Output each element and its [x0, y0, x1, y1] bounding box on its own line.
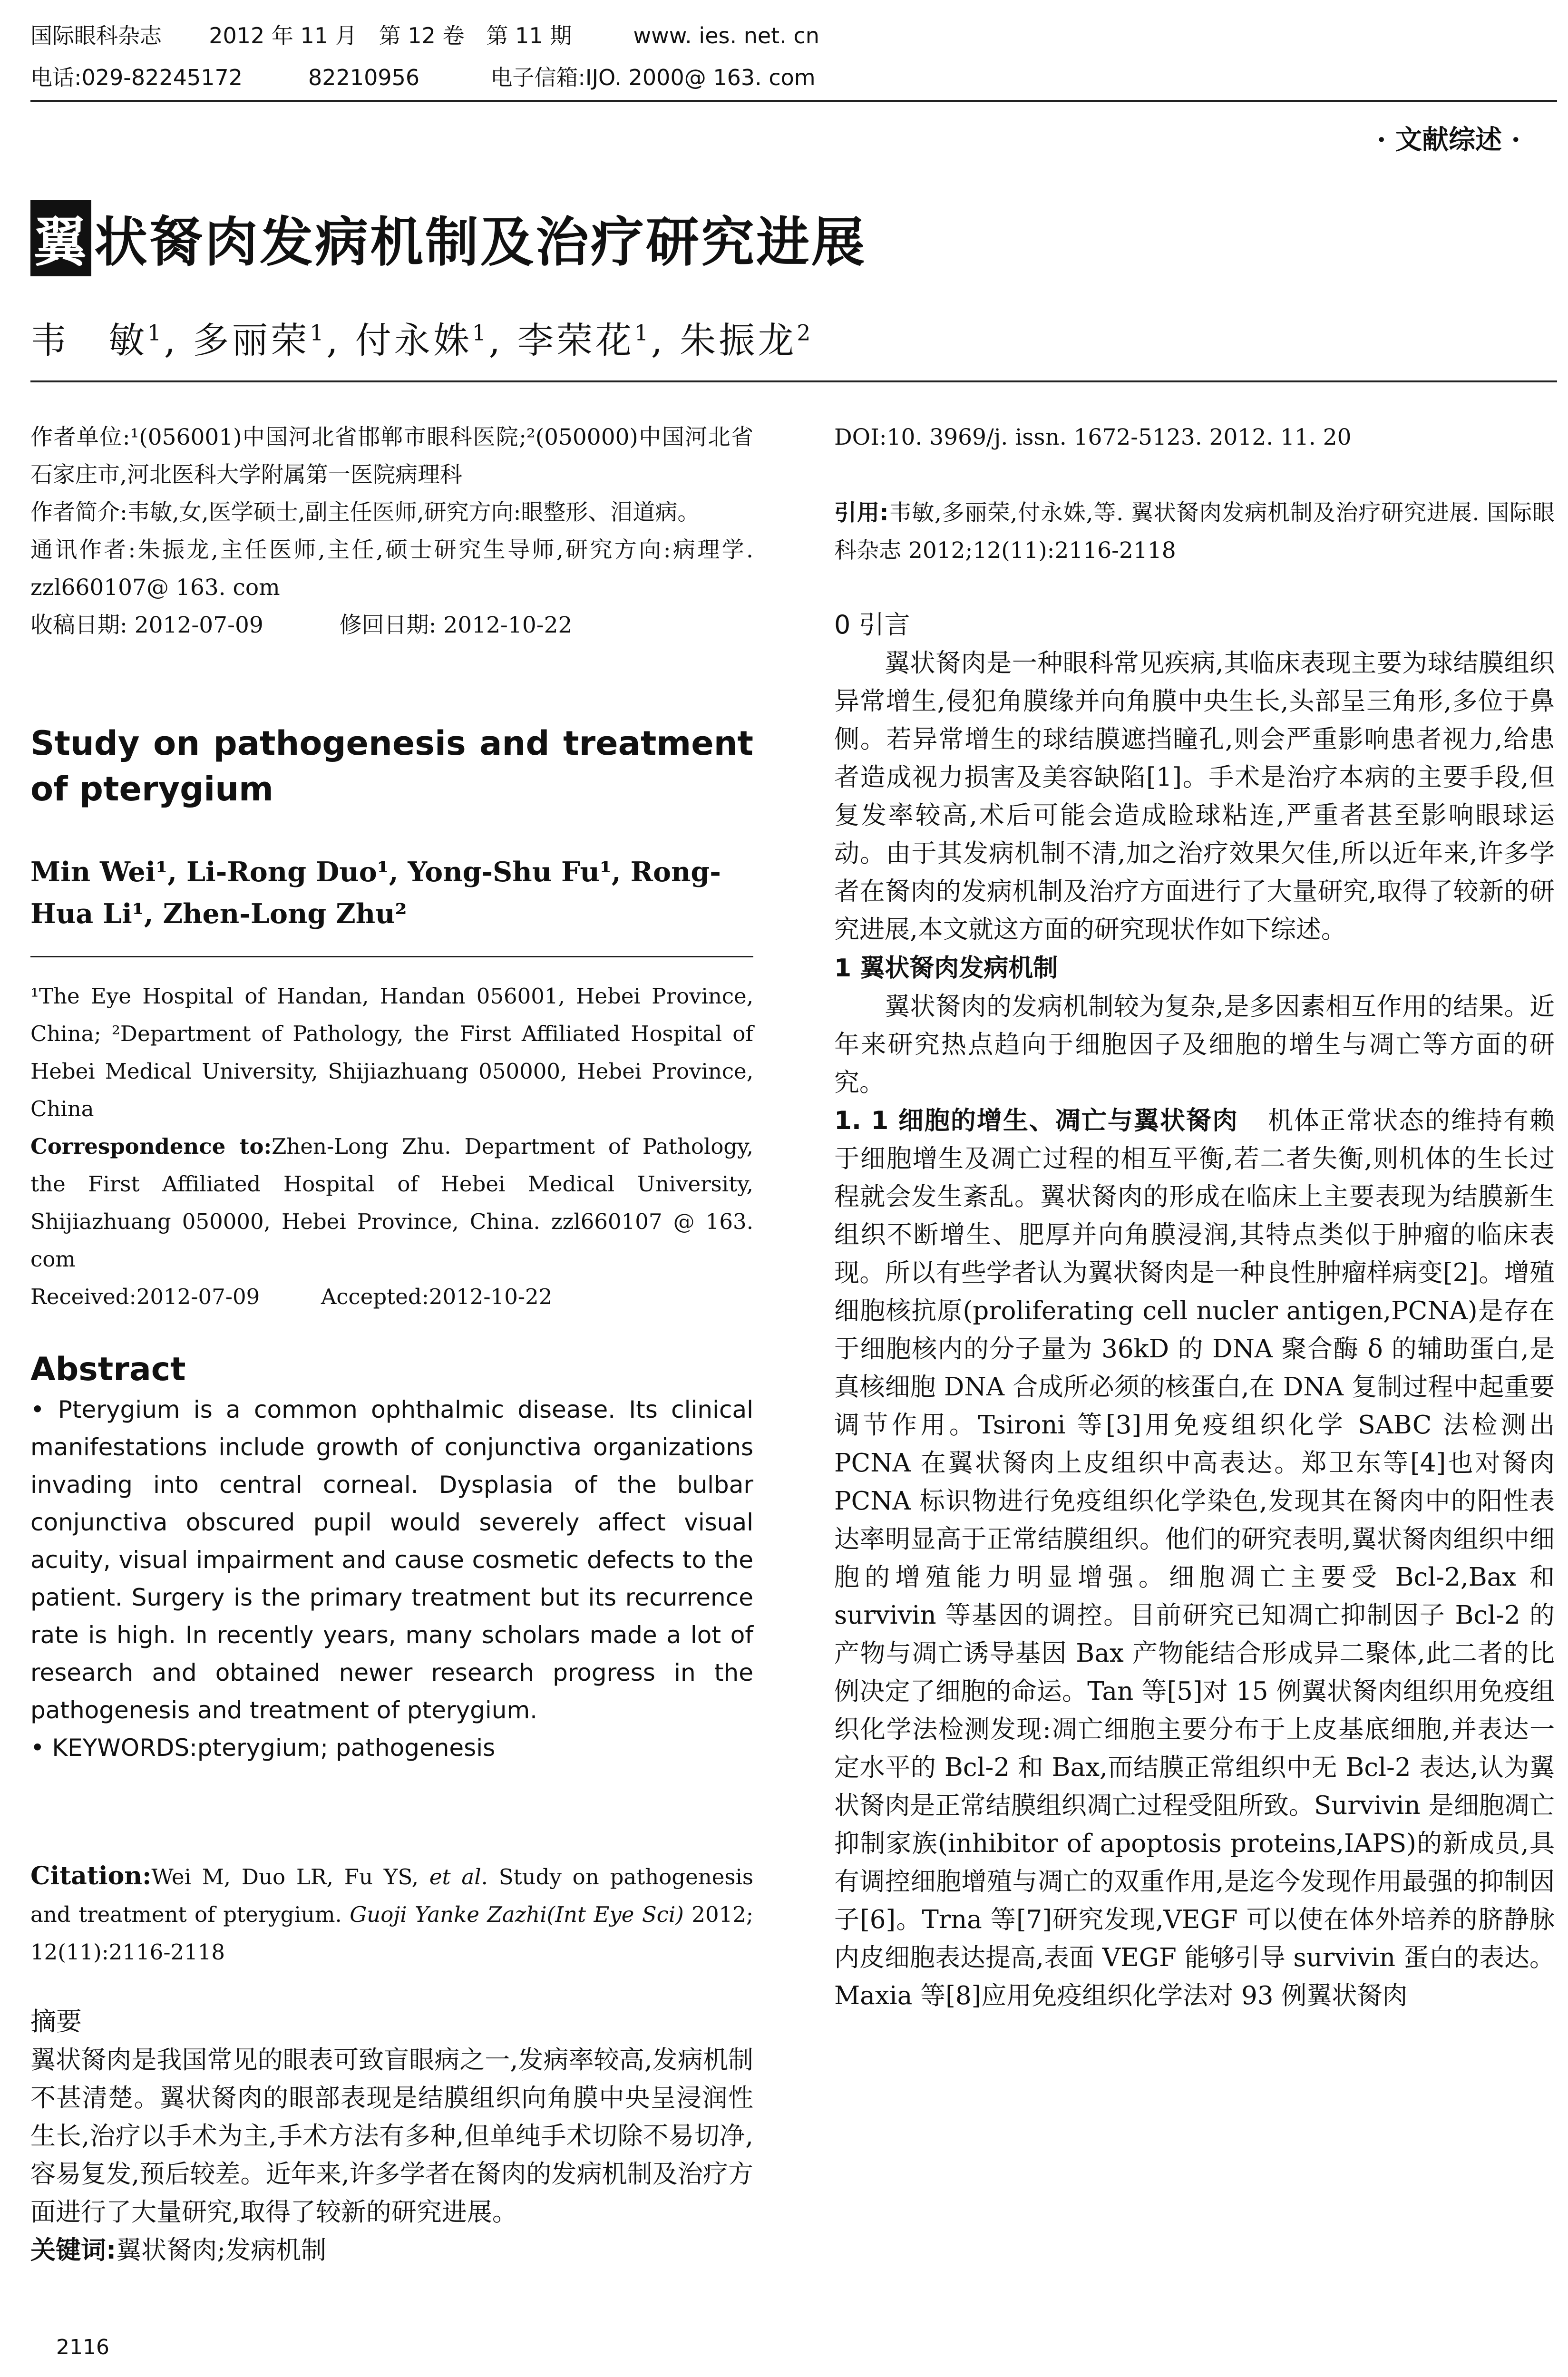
citation-block [30, 1857, 753, 1971]
abstract-block [30, 1351, 753, 1767]
author-name: 付永姝 [355, 319, 472, 361]
page-title [30, 200, 867, 276]
intro-paragraph: 翼状胬肉是一种眼科常见疾病,其临床表现主要为球结膜组织异常增生,侵犯角膜缘并向角膜中央生长,头部呈三角形,多位于鼻侧。若异常增生的球结膜遮挡瞳孔,则会严重影响患者视力,给患者造成视力损害及美容缺陷[1]。手术是治疗本病的主要手段,但复发率较高,术后可能会造成睑球粘连,严重者甚至影响眼球运动。由于其发病机制不清,加之治疗效果欠佳,所以近年来,许多学者在胬肉的发病机制及治疗方面进行了大量研究,取得了较新的研究进展,本文就这方面的研究现状作如下综述。 [834, 649, 1555, 944]
author-dates [30, 606, 753, 644]
english-title [30, 721, 753, 812]
author-info-block [30, 419, 753, 644]
cite-cn [834, 494, 1555, 569]
citation-part-c: 2012; 12(11):2116-2118 [30, 1902, 753, 1965]
author-correspondence: 通讯作者:朱振龙,主任医师,主任,硕士研究生导师,研究方向:病理学. zzl660107@ 163. com [30, 537, 753, 601]
cn-keywords-text: 翼状胬肉;发病机制 [116, 2236, 327, 2265]
abstract-keywords: • KEYWORDS:pterygium; pathogenesis [30, 1734, 496, 1762]
header-journal-line [30, 21, 819, 50]
abstract-heading: Abstract [30, 1351, 186, 1388]
section-1-1-heading: 1. 1 细胞的增生、凋亡与翼状胬肉 [834, 1106, 1238, 1135]
title-first-char: 翼 [30, 200, 91, 276]
section-1-1-body: 机体正常状态的维持有赖于细胞增生及凋亡过程的相互平衡,若二者失衡,则机体的生长过程就会发生紊乱。翼状胬肉的形成在临床上主要表现为结膜新生组织不断增生、肥厚并向角膜浸润,其特点类似于肿瘤的临床表现。所以有些学者认为翼状胬肉是一种良性肿瘤样病变[2]。增殖细胞核抗原(proliferating cell nucler antigen,PCNA)是存在于细胞核内的分子量为 36kD 的 DNA 聚合酶 δ 的辅助蛋白,是真核细胞 DNA 合成所必须的核蛋白,在 DNA 复制过程中起重要调节作用。Tsironi 等[3]用免疫组织化学 SABC 法检测出 PCNA 在翼状胬肉上皮组织中高表达。郑卫东等[4]也对胬肉 PCNA 标识物进行免疫组织化学染色,发现其在胬肉中的阳性表达率明显高于正常结膜组织。他们的研究表明,翼状胬肉组织中细胞的增殖能力明显增强。细胞凋亡主要受 Bcl-2,Bax 和 survivin 等基因的调控。目前研究已知凋亡抑制因子 Bcl-2 的产物与凋亡诱导基因 Bax 产物能结合形成异二聚体,此二者的比例决定了细胞的命运。Tan 等[5]对 15 例翼状胬肉组织用免疫组织化学法检测发现:凋亡细胞主要分布于上皮基底细胞,并表达一定水平的 Bcl-2 和 Bax,而结膜正常组织中无 Bcl-2 表达,认为翼状胬肉是正常结膜组织凋亡过程受阻所致。Survivin 是细胞凋亡抑制家族(inhibitor of apoptosis proteins,IAPS)的新成员,具有调控细胞增殖与凋亡的双重作用,是迄今发现作用最强的抑制因子[6]。Trna 等[7]研究发现,VEGF 可以使在体外培养的脐静脉内皮细胞表达提高,表面 VEGF 能够引导 survivin 蛋白的表达。Maxia 等[8]应用免疫组织化学法对 93 例翼状胬肉 [834, 1106, 1555, 2010]
english-title-text: Study on pathogenesis and treatment of pterygium [30, 724, 753, 809]
received-en: Received:2012-07-09 [30, 1284, 260, 1309]
email: 电子信箱:IJO. 2000@ 163. com [490, 65, 816, 90]
doi: DOI:10. 3969/j. issn. 1672-5123. 2012. 11. 20 [834, 424, 1352, 450]
section-1-1-paragraph [834, 1102, 1555, 2015]
author-name: 李荣花 [517, 319, 635, 361]
cn-keywords [30, 2231, 753, 2270]
section-0-heading: 0 引言 [834, 610, 910, 640]
author-name: 韦 敏 [30, 319, 147, 361]
english-authors-text: Min Wei¹, Li-Rong Duo¹, Yong-Shu Fu¹, Rong-Hua Li¹, Zhen-Long Zhu² [30, 856, 721, 930]
mechanism-paragraph: 翼状胬肉的发病机制较为复杂,是多因素相互作用的结果。近年来研究热点趋向于细胞因子及细胞的增生与凋亡等方面的研究。 [834, 992, 1555, 1097]
cn-abstract-block [30, 2002, 753, 2270]
author-aff: 1 [634, 320, 652, 346]
journal-name: 国际眼科杂志 [30, 23, 162, 49]
correspondence-text: Zhen-Long Zhu. Department of Pathology, the First Affiliated Hospital of Hebei Medical University, Shijiazhuang 050000, Hebei Province, China. zzl660107 @ 163. com [30, 1134, 753, 1272]
english-author-rule [30, 956, 753, 957]
cn-keywords-label: 关键词: [30, 2236, 117, 2265]
right-column [834, 419, 1555, 2015]
cite-cn-text: 韦敏,多丽荣,付永姝,等. 翼状胬肉发病机制及治疗研究进展. 国际眼科杂志 2012;12(11):2116-2118 [834, 500, 1555, 564]
author-aff: 2 [797, 320, 814, 346]
author-aff: 1 [147, 320, 165, 346]
citation-label: Citation: [30, 1861, 152, 1890]
cn-abstract-text: 翼状胬肉是我国常见的眼表可致盲眼病之一,发病率较高,发病机制不甚清楚。翼状胬肉的眼部表现是结膜组织向角膜中央呈浸润性生长,治疗以手术为主,手术方法有多种,但单纯手术切除不易切净,容易复发,预后较差。近年来,许多学者在胬肉的发病机制及治疗方面进行了大量研究,取得了较新的研究进展。 [30, 2046, 753, 2227]
author-intro: 作者简介:韦敏,女,医学硕士,副主任医师,研究方向:眼整形、泪道病。 [30, 499, 700, 526]
author-name: 多丽荣 [193, 319, 310, 361]
abstract-text: • Pterygium is a common ophthalmic disease. Its clinical manifestations include growth of conjunctiva organizations invading into central corneal. Dysplasia of the bulbar conjunctiva obscured pupil would severely affect visual acuity, visual impairment and cause cosmetic defects to the patient. Surgery is the primary treatment but its recurrence rate is high. In recently years, many scholars made a lot of research and obtained newer research progress in the pathogenesis and treatment of pterygium. [30, 1396, 753, 1724]
header-contact-line [30, 63, 816, 92]
author-aff: 1 [472, 320, 489, 346]
correspondence-label: Correspondence to: [30, 1134, 272, 1159]
author-name: 朱振龙 [680, 319, 797, 361]
website: www. ies. net. cn [633, 23, 819, 49]
citation-part-a: Wei M, Duo LR, Fu YS, [151, 1864, 429, 1890]
accepted-en: Accepted:2012-10-22 [321, 1284, 553, 1309]
section-1-heading: 1 翼状胬肉发病机制 [834, 954, 1058, 983]
cn-abstract-heading: 摘要 [30, 2007, 82, 2036]
header-rule [30, 100, 1557, 102]
english-affiliations: ¹The Eye Hospital of Handan, Handan 056001, Hebei Province, China; ²Department of Pathology, the First Affiliated Hospital of Hebei Medical University, Shijiazhuang 050000, Hebei Province, China [30, 984, 753, 1121]
title-rule [30, 380, 1557, 382]
cite-cn-label: 引用: [834, 500, 889, 526]
citation-text [30, 1857, 753, 1971]
citation-journal: Guoji Yanke Zazhi(Int Eye Sci) [350, 1902, 684, 1927]
citation-part-b: . Study on pathogenesis and treatment of pterygium. [30, 1864, 753, 1927]
phone: 电话:029-82245172 82210956 [30, 65, 420, 90]
issue-info: 2012 年 11 月 第 12 卷 第 11 期 [209, 23, 572, 49]
citation-etal: et al [429, 1864, 481, 1890]
author-aff: 1 [310, 320, 327, 346]
english-dates [30, 1278, 753, 1315]
author-unit: 作者单位:¹(056001)中国河北省邯郸市眼科医院;²(050000)中国河北省石家庄市,河北医科大学附属第一医院病理科 [30, 424, 753, 488]
english-authors [30, 851, 753, 935]
page-number: 2116 [56, 2335, 109, 2359]
title-rest: 状胬肉发病机制及治疗研究进展 [94, 211, 867, 273]
received-date: 收稿日期: 2012-07-09 [30, 612, 263, 638]
revised-date: 修回日期: 2012-10-22 [339, 612, 573, 638]
section-tag: · 文献综述 · [1377, 124, 1520, 156]
english-affiliations-block [30, 977, 753, 1315]
authors-cn: 韦 敏$^1$, 多丽荣$^1$, 付永姝$^1$, 李荣花$^1$, 朱振龙$^2$ [30, 319, 814, 361]
english-correspondence [30, 1128, 753, 1278]
